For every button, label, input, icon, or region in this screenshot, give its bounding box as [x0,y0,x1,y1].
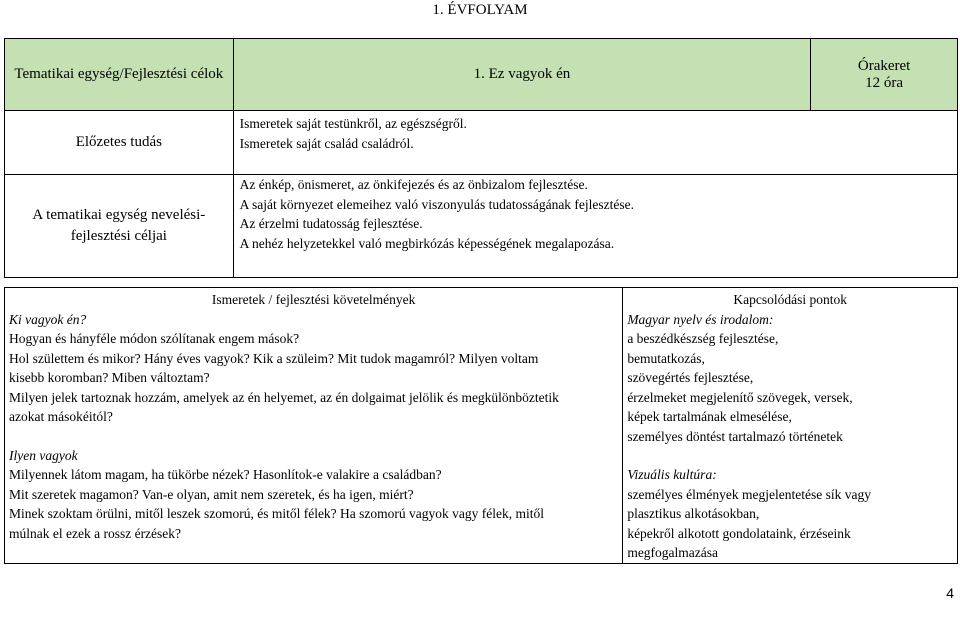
goals-label [5,175,234,278]
section-line: Hol születtem és mikor? Hány éves vagyok? Kik a szüleim? Mit tudok magamról? Milyen voltam [9,350,539,366]
section-title: Ki vagyok én? [9,311,87,327]
prior-knowledge-row [5,111,958,175]
links-line: bemutatkozás, [627,350,705,366]
requirements-table [4,287,958,564]
page-title: 1. ÉVFOLYAM [432,2,528,18]
links-hungarian [623,310,957,447]
page-number: 4 [946,585,954,601]
links-line: érzelmeket megjelenítő szövegek, versek, [627,389,853,405]
requirements-header: Ismeretek / fejlesztési követelmények [211,292,416,307]
section-title: Ilyen vagyok [9,447,78,463]
connections-header: Kapcsolódási pontok [733,292,847,307]
unit-overview-table [4,38,958,278]
section-who-am-i [5,310,622,427]
prior-knowledge-label: Előzetes tudás [5,111,234,175]
section-line: Hogyan és hányféle módon szólítanak engem mások? [9,331,300,346]
links-line: a beszédkészség fejlesztése, [627,331,779,346]
requirements-cell [5,288,623,564]
section-line: Mit szeretek magamon? Van-e olyan, amit nem szeretek, és ha igen, miért? [9,486,414,502]
goal-line: Az érzelmi tudatosság fejlesztése. [239,216,423,231]
unit-header-row [5,39,958,111]
goals-content [233,175,957,278]
goal-line: Az énkép, önismeret, az önkifejezés és az önbizalom fejlesztése. [239,177,588,192]
links-line: képek tartalmának elmesélése, [627,409,792,424]
goal-line: A nehéz helyzetekkel való megbirkózás képességének megalapozása. [239,235,615,251]
links-visual [623,465,957,563]
links-line: személyes döntést tartalmazó történetek [627,428,843,444]
links-line: plasztikus alkotásokban, [627,506,760,521]
section-line: kisebb koromban? Miben változtam? [9,370,210,385]
section-line: Milyennek látom magam, ha tükörbe nézek? Hasonlítok-e valakire a családban? [9,467,442,482]
hours-value: 12 óra [865,74,904,91]
prior-line: Ismeretek saját család családról. [239,135,414,151]
links-line: személyes élmények megjelentetése sík vagy [627,486,871,502]
section-line: múlnak el ezek a rossz érzések? [9,525,182,541]
unit-title: 1. Ez vagyok én [233,39,811,111]
requirements-row [5,288,958,564]
prior-line: Ismeretek saját testünkről, az egészségről. [239,116,467,131]
connections-cell [623,288,958,564]
prior-knowledge-content [233,111,957,175]
hours-label: Órakeret [857,57,911,74]
links-line: szövegértés fejlesztése, [627,370,754,385]
section-line: Milyen jelek tartoznak hozzám, amelyek az én helyemet, az én dolgaimat jelölik és megkülönböztetik [9,389,559,405]
links-title: Vizuális kultúra: [627,467,717,482]
goals-row [5,175,958,278]
links-line: képekről alkotott gondolataink, érzéseink [627,525,851,541]
links-title: Magyar nyelv és irodalom: [627,311,774,327]
hours-cell [811,39,958,111]
section-this-is-me [5,446,622,544]
unit-header-label: Tematikai egység/Fejlesztési célok [5,39,234,111]
section-line: azokat másokéitól? [9,409,113,424]
goal-line: A saját környezet elemeihez való viszonyulás tudatosságának fejlesztése. [239,196,635,212]
links-line: megfogalmazása [627,545,719,560]
section-line: Minek szoktam örülni, mitől leszek szomorú, és mitől félek? Ha szomorú vagyok vagy félek, mitől [9,506,545,521]
goals-label-line: fejlesztési céljai [70,228,167,244]
goals-label-line: A tematikai egység nevelési- [32,207,206,223]
